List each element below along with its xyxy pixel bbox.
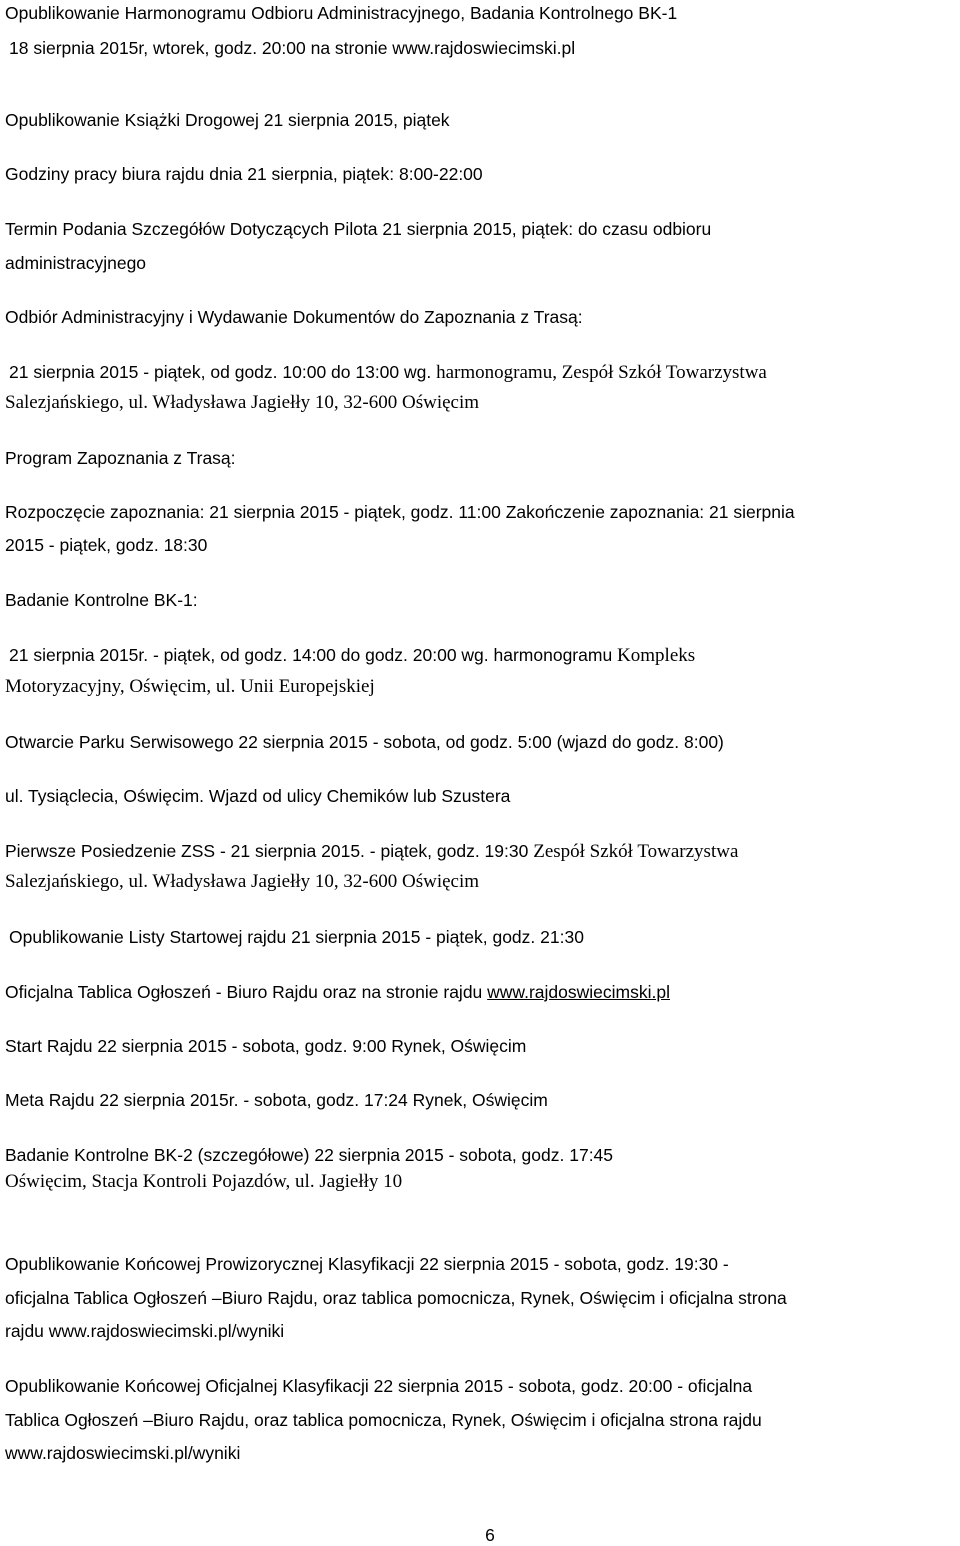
rally-website-link[interactable]: www.rajdoswiecimski.pl <box>487 982 670 1002</box>
schedule-line-8-venue: harmonogramu, Zespół Szkół Towarzystwa <box>436 362 767 383</box>
schedule-line-8 <box>9 361 767 384</box>
schedule-line-16: Otwarcie Parku Serwisowego 22 sierpnia 2015 - sobota, od godz. 5:00 (wjazd do godz. 8:00) <box>5 732 724 752</box>
schedule-line-18-venue: Zespół Szkół Towarzystwa <box>533 841 739 862</box>
schedule-line-8-start: 21 sierpnia 2015 - piątek, od godz. 10:00 do 13:00 wg. <box>9 362 437 382</box>
schedule-line-29: Opublikowanie Końcowej Oficjalnej Klasyfikacji 22 sierpnia 2015 - sobota, godz. 20:00 - oficjalna <box>5 1376 753 1396</box>
schedule-line-23: Meta Rajdu 22 sierpnia 2015r. - sobota, godz. 17:24 Rynek, Oświęcim <box>5 1090 548 1110</box>
schedule-line-26: Opublikowanie Końcowej Prowizorycznej Klasyfikacji 22 sierpnia 2015 - sobota, godz. 19:30 - <box>5 1254 729 1274</box>
schedule-line-21 <box>5 981 670 1003</box>
schedule-line-4: Godziny pracy biura rajdu dnia 21 sierpnia, piątek: 8:00-22:00 <box>5 164 483 184</box>
schedule-line-11: Rozpoczęcie zapoznania: 21 sierpnia 2015 - piątek, godz. 11:00 Zakończenie zapoznania: 21 sierpnia <box>5 502 795 522</box>
schedule-line-25: Oświęcim, Stacja Kontroli Pojazdów, ul. Jagiełły 10 <box>5 1171 403 1192</box>
schedule-line-28: rajdu www.rajdoswiecimski.pl/wyniki <box>5 1321 285 1341</box>
schedule-line-22: Start Rajdu 22 sierpnia 2015 - sobota, godz. 9:00 Rynek, Oświęcim <box>5 1036 527 1056</box>
schedule-line-5: Termin Podania Szczegółów Dotyczących Pilota 21 sierpnia 2015, piątek: do czasu odbioru <box>5 219 712 239</box>
schedule-line-27: oficjalna Tablica Ogłoszeń –Biuro Rajdu, oraz tablica pomocnicza, Rynek, Oświęcim i oficjalna strona <box>5 1288 787 1308</box>
schedule-line-24: Badanie Kontrolne BK-2 (szczegółowe) 22 sierpnia 2015 - sobota, godz. 17:45 <box>5 1145 614 1165</box>
schedule-line-10: Program Zapoznania z Trasą: <box>5 448 236 468</box>
schedule-line-14-venue: Kompleks <box>617 645 696 666</box>
schedule-line-21-text: Oficjalna Tablica Ogłoszeń - Biuro Rajdu oraz na stronie rajdu <box>5 982 488 1002</box>
schedule-line-17: ul. Tysiąclecia, Oświęcim. Wjazd od ulicy Chemików lub Szustera <box>5 786 511 806</box>
schedule-line-15: Motoryzacyjny, Oświęcim, ul. Unii Europejskiej <box>5 676 375 697</box>
schedule-line-2: 18 sierpnia 2015r, wtorek, godz. 20:00 na stronie www.rajdoswiecimski.pl <box>9 38 576 58</box>
schedule-line-12: 2015 - piątek, godz. 18:30 <box>5 535 208 555</box>
schedule-line-9: Salezjańskiego, ul. Władysława Jagiełły 10, 32-600 Oświęcim <box>5 392 480 413</box>
schedule-line-3: Opublikowanie Książki Drogowej 21 sierpnia 2015, piątek <box>5 110 450 130</box>
schedule-line-14-start: 21 sierpnia 2015r. - piątek, od godz. 14:00 do godz. 20:00 wg. harmonogramu <box>9 645 618 665</box>
schedule-line-1: Opublikowanie Harmonogramu Odbioru Administracyjnego, Badania Kontrolnego BK-1 <box>5 3 678 23</box>
schedule-line-30: Tablica Ogłoszeń –Biuro Rajdu, oraz tablica pomocnicza, Rynek, Oświęcim i oficjalna strona rajdu <box>5 1410 762 1430</box>
schedule-line-13: Badanie Kontrolne BK-1: <box>5 590 198 610</box>
schedule-line-18-start: Pierwsze Posiedzenie ZSS - 21 sierpnia 2015. - piątek, godz. 19:30 <box>5 841 534 861</box>
page-number: 6 <box>485 1525 495 1545</box>
schedule-line-14 <box>9 644 695 667</box>
schedule-line-20: Opublikowanie Listy Startowej rajdu 21 sierpnia 2015 - piątek, godz. 21:30 <box>9 927 584 947</box>
schedule-line-19: Salezjańskiego, ul. Władysława Jagiełły 10, 32-600 Oświęcim <box>5 871 480 892</box>
schedule-line-7: Odbiór Administracyjny i Wydawanie Dokumentów do Zapoznania z Trasą: <box>5 307 583 327</box>
schedule-line-18 <box>5 840 738 863</box>
schedule-line-31: www.rajdoswiecimski.pl/wyniki <box>5 1443 241 1463</box>
schedule-line-6: administracyjnego <box>5 253 147 273</box>
